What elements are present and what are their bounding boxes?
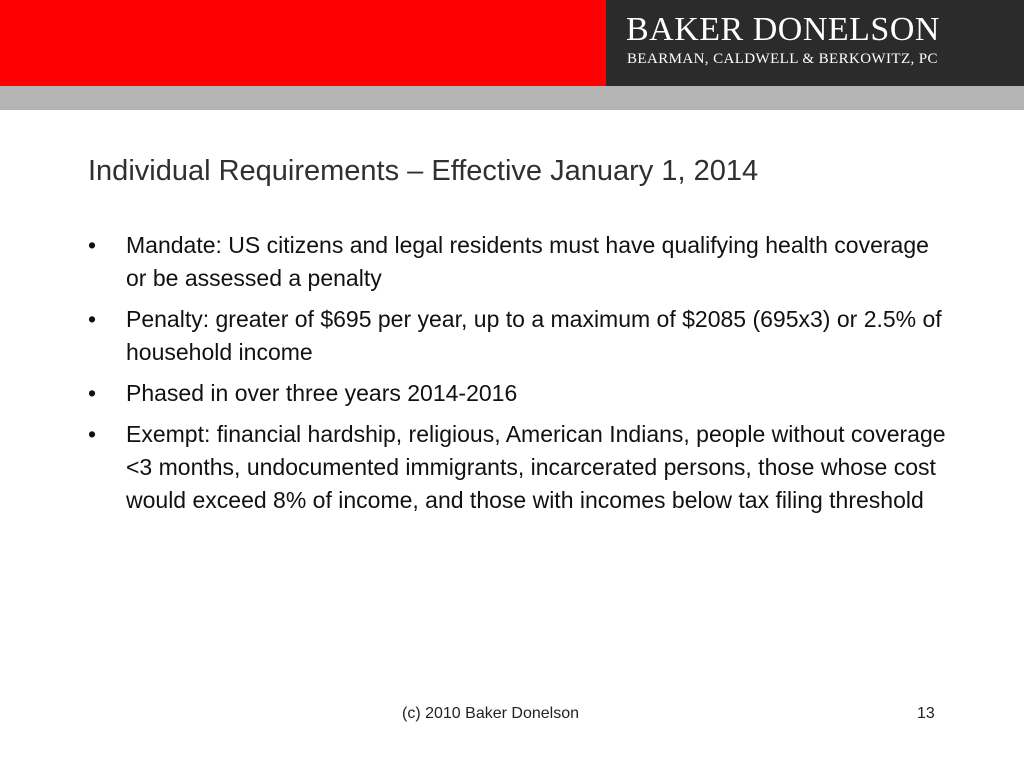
header-gray-band [0, 86, 1024, 110]
bullet-list [88, 229, 948, 525]
bullet-text: Phased in over three years 2014-2016 [126, 380, 518, 406]
bullet-dot-icon: • [88, 232, 97, 258]
bullet-dot-icon: • [88, 421, 97, 447]
bullet-text: Penalty: greater of $695 per year, up to a maximum of $2085 (695x3) or 2.5% of household income [126, 306, 942, 365]
bullet-text: Exempt: financial hardship, religious, American Indians, people without coverage <3 months, undocumented immigrants, incarcerated persons, those whose cost would exceed 8% of income, and those with incomes below tax filing threshold [126, 421, 946, 513]
header-red-bar [0, 0, 606, 86]
bullet-item [88, 377, 948, 410]
page-number: 13 [917, 705, 935, 722]
firm-name: BAKER DONELSON [626, 11, 940, 48]
bullet-item [88, 418, 948, 517]
firm-logo [606, 0, 1024, 86]
bullet-text: Mandate: US citizens and legal residents must have qualifying health coverage or be assessed a penalty [126, 232, 929, 291]
slide-title: Individual Requirements – Effective January 1, 2014 [88, 155, 759, 187]
bullet-item [88, 303, 948, 369]
bullet-item [88, 229, 948, 295]
bullet-dot-icon: • [88, 306, 97, 332]
bullet-dot-icon: • [88, 380, 97, 406]
footer-copyright: (c) 2010 Baker Donelson [402, 705, 579, 722]
firm-subtitle: BEARMAN, CALDWELL & BERKOWITZ, PC [627, 51, 938, 67]
